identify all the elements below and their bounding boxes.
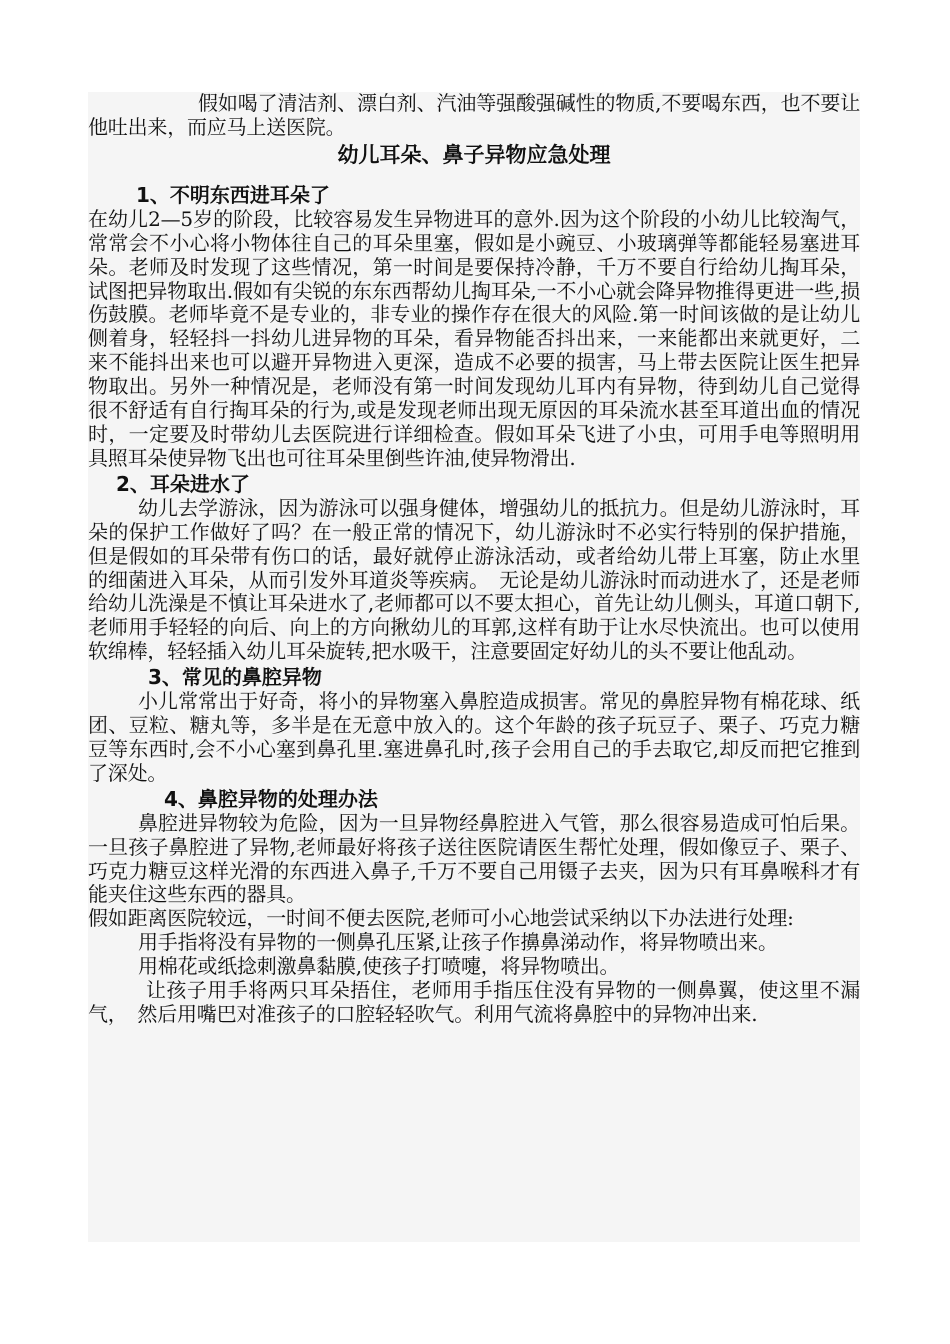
- section-heading-2: 2、耳朵进水了: [116, 471, 250, 496]
- section-heading-3: 3、常见的鼻腔异物: [148, 665, 322, 690]
- section-3-paragraph: 小儿常常出于好奇，将小的异物塞入鼻腔造成损害。常见的鼻腔异物有棉花球、纸团、豆粒、糖丸等，多半是在无意中放入的。这个年龄的孩子玩豆子、栗子、巧克力糖豆等东西时,会不小心塞到鼻孔里.塞进鼻孔时,孩子会用自己的手去取它,却反而把它推到了深处。: [88, 689, 860, 785]
- section-4-paragraph-2: 假如距离医院较远，一时间不便去医院,老师可小心地尝试采纳以下办法进行处理:: [88, 906, 794, 931]
- section-4-paragraph-5: 让孩子用手将两只耳朵捂住，老师用手指压住没有异物的一侧鼻翼，使这里不漏气， 然后用嘴巴对准孩子的口腔轻轻吹气。利用气流将鼻腔中的异物冲出来.: [88, 978, 860, 1026]
- section-heading-1: 1、不明东西进耳朵了: [136, 182, 330, 207]
- section-4-paragraph-4: 用棉花或纸捻刺激鼻黏膜,使孩子打喷嚏，将异物喷出。: [138, 954, 620, 979]
- section-4-paragraph-3: 用手指将没有异物的一侧鼻孔压紧,让孩子作擤鼻涕动作，将异物喷出来。: [138, 930, 778, 955]
- intro-paragraph: 假如喝了清洁剂、漂白剂、汽油等强酸强碱性的物质,不要喝东西，也不要让他吐出来，而应马上送医院。: [88, 91, 860, 139]
- document-body: [88, 92, 860, 1027]
- section-2-paragraph: 幼儿去学游泳，因为游泳可以强身健体，增强幼儿的抵抗力。但是幼儿游泳时，耳朵的保护工作做好了吗？在一般正常的情况下，幼儿游泳时不必实行特别的保护措施，但是假如的耳朵带有伤口的话，最好就停止游泳活动，或者给幼儿带上耳塞，防止水里的细菌进入耳朵，从而引发外耳道炎等疾病。 无论是幼儿游泳时而动进水了，还是老师给幼儿洗澡是不慎让耳朵进水了,老师都可以不要太担心，首先让幼儿侧头，耳道口朝下,老师用手轻轻的向后、向上的方向揪幼儿的耳郭,这样有助于让水尽快流出。也可以使用软绵棒，轻轻插入幼儿耳朵旋转,把水吸干，注意要固定好幼儿的头不要让他乱动。: [88, 495, 860, 664]
- section-4-paragraph-1: 鼻腔进异物较为危险，因为一旦异物经鼻腔进入气管，那么很容易造成可怕后果。一旦孩子鼻腔进了异物,老师最好将孩子送往医院请医生帮忙处理，假如像豆子、栗子、巧克力糖豆这样光滑的东西进入鼻子,千万不要自己用镊子去夹，因为只有耳鼻喉科才有能夹住这些东西的器具。: [88, 810, 860, 907]
- section-heading-4: 4、鼻腔异物的处理办法: [164, 786, 378, 811]
- document-title: 幼儿耳朵、鼻子异物应急处理: [337, 142, 611, 167]
- section-1-paragraph: 在幼儿2—5岁的阶段，比较容易发生异物进耳的意外.因为这个阶段的小幼儿比较淘气，常常会不小心将小物体往自己的耳朵里塞，假如是小豌豆、小玻璃弹等都能轻易塞进耳朵。老师及时发现了这些情况，第一时间是要保持冷静，千万不要自行给幼儿掏耳朵，试图把异物取出.假如有尖锐的东东西帮幼儿掏耳朵,一不小心就会降异物推得更进一些,损伤鼓膜。老师毕竟不是专业的，非专业的操作存在很大的风险.第一时间该做的是让幼儿侧着身，轻轻抖一抖幼儿进异物的耳朵，看异物能否抖出来，一来能都出来就更好，二来不能抖出来也可以避开异物进入更深，造成不必要的损害，马上带去医院让医生把异物取出。另外一种情况是，老师没有第一时间发现幼儿耳内有异物，待到幼儿自己觉得很不舒适有自行掏耳朵的行为,或是发现老师出现无原因的耳朵流水甚至耳道出血的情况时，一定要及时带幼儿去医院进行详细检查。假如耳朵飞进了小虫，可用手电等照明用具照耳朵使异物飞出也可往耳朵里倒些许油,使异物滑出.: [88, 206, 860, 470]
